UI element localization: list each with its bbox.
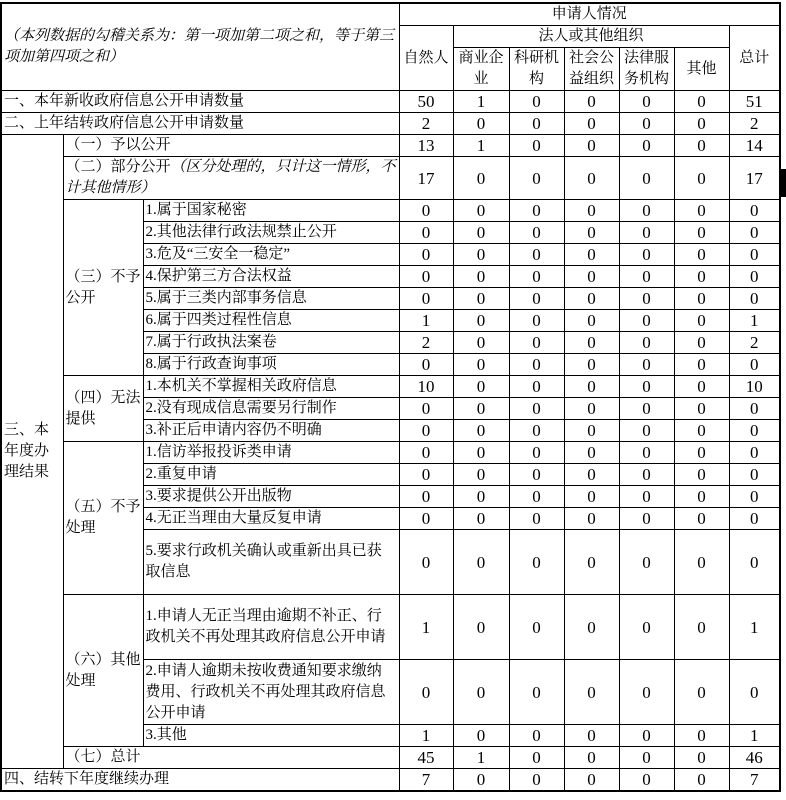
value-cell: 0 (674, 420, 729, 442)
row-label: 7.属于行政执法案卷 (143, 332, 399, 354)
row-label: 2.没有现成信息需要另行制作 (143, 398, 399, 420)
value-cell: 0 (619, 769, 674, 792)
value-cell: 0 (509, 157, 564, 200)
value-cell: 0 (509, 442, 564, 464)
header-row-1 (1, 3, 780, 26)
section-label-year-result: 三、本年度办理结果 (1, 135, 63, 769)
header-social-welfare-org: 社会公益组织 (564, 48, 619, 91)
value-cell: 0 (453, 113, 509, 135)
value-cell: 0 (509, 747, 564, 769)
value-cell: 0 (453, 332, 509, 354)
value-cell: 0 (453, 725, 509, 747)
value-cell: 0 (674, 747, 729, 769)
value-cell: 0 (399, 200, 453, 222)
value-cell: 0 (564, 464, 619, 486)
value-cell: 0 (564, 442, 619, 464)
value-cell: 0 (619, 310, 674, 332)
value-cell: 0 (729, 442, 780, 464)
value-cell: 0 (453, 464, 509, 486)
value-cell: 0 (509, 354, 564, 376)
value-cell: 2 (399, 332, 453, 354)
value-cell: 0 (509, 310, 564, 332)
value-cell: 0 (729, 244, 780, 266)
value-cell: 0 (564, 769, 619, 792)
value-cell: 0 (674, 288, 729, 310)
value-cell: 0 (619, 354, 674, 376)
value-cell: 0 (619, 398, 674, 420)
value-cell: 17 (399, 157, 453, 200)
row-label: 5.要求行政机关确认或重新出具已获取信息 (143, 530, 399, 595)
value-cell: 0 (729, 420, 780, 442)
value-cell: 0 (674, 113, 729, 135)
table-row (1, 200, 780, 222)
value-cell: 0 (453, 486, 509, 508)
value-cell: 1 (399, 725, 453, 747)
value-cell: 0 (509, 266, 564, 288)
group-label-other-handling: （六）其他处理 (63, 595, 143, 747)
value-cell: 0 (674, 332, 729, 354)
value-cell: 0 (729, 660, 780, 725)
value-cell: 0 (619, 595, 674, 660)
value-cell: 0 (619, 660, 674, 725)
value-cell: 0 (564, 135, 619, 157)
value-cell: 0 (509, 244, 564, 266)
value-cell: 0 (564, 354, 619, 376)
value-cell: 0 (564, 113, 619, 135)
value-cell: 0 (453, 376, 509, 398)
table-row (1, 442, 780, 464)
value-cell: 0 (453, 266, 509, 288)
row-label: （一）予以公开 (63, 135, 399, 157)
header-applicant-situation: 申请人情况 (399, 3, 780, 26)
value-cell: 0 (729, 354, 780, 376)
value-cell: 0 (674, 769, 729, 792)
header-commercial-enterprise: 商业企业 (453, 48, 509, 91)
scan-artifact-mark (781, 169, 786, 197)
value-cell: 0 (399, 288, 453, 310)
row-label: 3.要求提供公开出版物 (143, 486, 399, 508)
value-cell: 0 (619, 747, 674, 769)
value-cell: 0 (453, 310, 509, 332)
table-row (1, 157, 780, 200)
row-label: 3.补正后申请内容仍不明确 (143, 420, 399, 442)
value-cell: 0 (674, 354, 729, 376)
row-label-note: （区分处理的，只计这一情形，不计其他情形） (65, 159, 396, 196)
value-cell: 2 (729, 113, 780, 135)
value-cell: 0 (674, 660, 729, 725)
value-cell: 0 (619, 288, 674, 310)
header-legal-service-org: 法律服务机构 (619, 48, 674, 91)
value-cell: 0 (509, 486, 564, 508)
table-row (1, 376, 780, 398)
value-cell: 0 (509, 725, 564, 747)
value-cell: 0 (399, 530, 453, 595)
value-cell: 0 (729, 464, 780, 486)
value-cell: 17 (729, 157, 780, 200)
value-cell: 0 (674, 725, 729, 747)
value-cell: 51 (729, 91, 780, 113)
value-cell: 0 (509, 530, 564, 595)
row-label: （七）总计 (63, 747, 399, 769)
row-label-main: （二）部分公开 (65, 159, 171, 175)
value-cell: 1 (729, 310, 780, 332)
value-cell: 0 (564, 595, 619, 660)
value-cell: 0 (564, 222, 619, 244)
value-cell: 0 (453, 420, 509, 442)
value-cell: 0 (453, 442, 509, 464)
value-cell: 0 (619, 91, 674, 113)
value-cell: 0 (674, 508, 729, 530)
value-cell: 0 (564, 725, 619, 747)
value-cell: 0 (453, 200, 509, 222)
value-cell: 0 (729, 222, 780, 244)
value-cell: 0 (453, 508, 509, 530)
value-cell: 0 (564, 310, 619, 332)
row-label: 4.无正当理由大量反复申请 (143, 508, 399, 530)
value-cell: 0 (564, 266, 619, 288)
table-row (1, 135, 780, 157)
value-cell: 0 (729, 266, 780, 288)
value-cell: 0 (509, 222, 564, 244)
group-label-unable-to-provide: （四）无法提供 (63, 376, 143, 442)
value-cell: 0 (674, 310, 729, 332)
value-cell: 0 (399, 398, 453, 420)
value-cell: 1 (453, 747, 509, 769)
value-cell: 0 (729, 508, 780, 530)
value-cell: 0 (564, 288, 619, 310)
value-cell: 0 (729, 486, 780, 508)
value-cell: 10 (729, 376, 780, 398)
value-cell: 0 (564, 200, 619, 222)
row-label: 8.属于行政查询事项 (143, 354, 399, 376)
group-label-not-disclosed: （三）不予公开 (63, 200, 143, 376)
row-label: 二、上年结转政府信息公开申请数量 (1, 113, 399, 135)
value-cell: 0 (674, 244, 729, 266)
value-cell: 0 (509, 113, 564, 135)
header-research-institution: 科研机构 (509, 48, 564, 91)
value-cell: 0 (674, 486, 729, 508)
value-cell: 0 (509, 376, 564, 398)
value-cell: 0 (453, 244, 509, 266)
group-label-not-processed: （五）不予处理 (63, 442, 143, 595)
value-cell: 10 (399, 376, 453, 398)
row-label: 6.属于四类过程性信息 (143, 310, 399, 332)
value-cell: 45 (399, 747, 453, 769)
value-cell: 1 (729, 595, 780, 660)
value-cell: 0 (674, 376, 729, 398)
value-cell: 0 (564, 244, 619, 266)
row-label: 一、本年新收政府信息公开申请数量 (1, 91, 399, 113)
value-cell: 0 (619, 332, 674, 354)
value-cell: 0 (674, 595, 729, 660)
value-cell: 13 (399, 135, 453, 157)
value-cell: 0 (619, 464, 674, 486)
value-cell: 0 (674, 222, 729, 244)
value-cell: 0 (619, 442, 674, 464)
value-cell: 0 (564, 376, 619, 398)
value-cell: 0 (619, 486, 674, 508)
value-cell: 0 (729, 530, 780, 595)
value-cell: 0 (399, 354, 453, 376)
value-cell: 0 (564, 398, 619, 420)
value-cell: 0 (564, 530, 619, 595)
value-cell: 0 (729, 398, 780, 420)
row-label: 3.其他 (143, 725, 399, 747)
value-cell: 0 (619, 222, 674, 244)
value-cell: 0 (399, 222, 453, 244)
value-cell: 0 (453, 222, 509, 244)
row-label: 1.信访举报投诉类申请 (143, 442, 399, 464)
value-cell: 0 (619, 376, 674, 398)
value-cell: 0 (453, 157, 509, 200)
value-cell: 0 (453, 595, 509, 660)
value-cell: 0 (674, 135, 729, 157)
value-cell: 0 (564, 91, 619, 113)
row-label: 1.本机关不掌握相关政府信息 (143, 376, 399, 398)
table-row (1, 91, 780, 113)
value-cell: 46 (729, 747, 780, 769)
value-cell: 14 (729, 135, 780, 157)
value-cell: 2 (729, 332, 780, 354)
value-cell: 0 (729, 288, 780, 310)
value-cell: 0 (674, 442, 729, 464)
value-cell: 1 (453, 135, 509, 157)
row-label: 2.其他法律行政法规禁止公开 (143, 222, 399, 244)
value-cell: 0 (399, 660, 453, 725)
value-cell: 0 (453, 660, 509, 725)
value-cell: 1 (399, 595, 453, 660)
value-cell: 0 (674, 530, 729, 595)
value-cell: 0 (509, 769, 564, 792)
value-cell: 0 (453, 288, 509, 310)
value-cell: 0 (509, 200, 564, 222)
value-cell: 0 (619, 157, 674, 200)
row-label: 2.申请人逾期未按收费通知要求缴纳费用、行政机关不再处理其政府信息公开申请 (143, 660, 399, 725)
value-cell: 1 (729, 725, 780, 747)
value-cell: 0 (564, 660, 619, 725)
value-cell: 0 (619, 135, 674, 157)
value-cell: 0 (399, 244, 453, 266)
value-cell: 0 (564, 508, 619, 530)
value-cell: 1 (399, 310, 453, 332)
value-cell: 0 (509, 135, 564, 157)
value-cell: 0 (619, 244, 674, 266)
value-cell: 0 (399, 266, 453, 288)
value-cell: 2 (399, 113, 453, 135)
value-cell: 7 (729, 769, 780, 792)
value-cell: 0 (509, 288, 564, 310)
row-label: 3.危及“三安全一稳定” (143, 244, 399, 266)
table-row (1, 113, 780, 135)
value-cell: 0 (564, 332, 619, 354)
row-label: 四、结转下年度继续办理 (1, 769, 399, 792)
value-cell: 0 (509, 398, 564, 420)
value-cell: 0 (399, 442, 453, 464)
value-cell: 0 (729, 200, 780, 222)
value-cell: 0 (399, 420, 453, 442)
value-cell: 0 (674, 91, 729, 113)
value-cell: 0 (509, 595, 564, 660)
row-label: 1.申请人无正当理由逾期不补正、行政机关不再处理其政府信息公开申请 (143, 595, 399, 660)
report-page (0, 2, 786, 800)
value-cell: 0 (619, 266, 674, 288)
value-cell: 0 (509, 420, 564, 442)
value-cell: 0 (619, 420, 674, 442)
value-cell: 0 (399, 508, 453, 530)
value-cell: 0 (453, 398, 509, 420)
value-cell: 0 (509, 508, 564, 530)
value-cell: 0 (674, 200, 729, 222)
row-label (63, 157, 399, 200)
header-natural-person: 自然人 (399, 26, 453, 91)
value-cell: 0 (619, 725, 674, 747)
value-cell: 0 (564, 486, 619, 508)
value-cell: 0 (509, 660, 564, 725)
row-label: 4.保护第三方合法权益 (143, 266, 399, 288)
reconciliation-note: （本列数据的勾稽关系为：第一项加第二项之和，等于第三项加第四项之和） (1, 3, 399, 91)
value-cell: 0 (619, 113, 674, 135)
table-row (1, 769, 780, 792)
header-legal-or-other-org: 法人或其他组织 (453, 26, 729, 48)
value-cell: 7 (399, 769, 453, 792)
value-cell: 0 (509, 91, 564, 113)
value-cell: 0 (509, 332, 564, 354)
value-cell: 0 (453, 354, 509, 376)
value-cell: 0 (674, 266, 729, 288)
value-cell: 0 (674, 464, 729, 486)
value-cell: 0 (564, 157, 619, 200)
value-cell: 0 (619, 530, 674, 595)
header-total: 总计 (729, 26, 780, 91)
value-cell: 0 (564, 747, 619, 769)
value-cell: 0 (453, 769, 509, 792)
disclosure-statistics-table (0, 2, 781, 792)
value-cell: 0 (674, 157, 729, 200)
value-cell: 0 (619, 508, 674, 530)
value-cell: 0 (399, 464, 453, 486)
row-label: 5.属于三类内部事务信息 (143, 288, 399, 310)
value-cell: 0 (674, 398, 729, 420)
header-other-org: 其他 (674, 48, 729, 91)
value-cell: 0 (564, 420, 619, 442)
row-label: 1.属于国家秘密 (143, 200, 399, 222)
value-cell: 0 (509, 464, 564, 486)
value-cell: 0 (399, 486, 453, 508)
value-cell: 0 (619, 200, 674, 222)
value-cell: 0 (453, 530, 509, 595)
table-row (1, 595, 780, 660)
table-row (1, 747, 780, 769)
value-cell: 1 (453, 91, 509, 113)
value-cell: 50 (399, 91, 453, 113)
row-label: 2.重复申请 (143, 464, 399, 486)
